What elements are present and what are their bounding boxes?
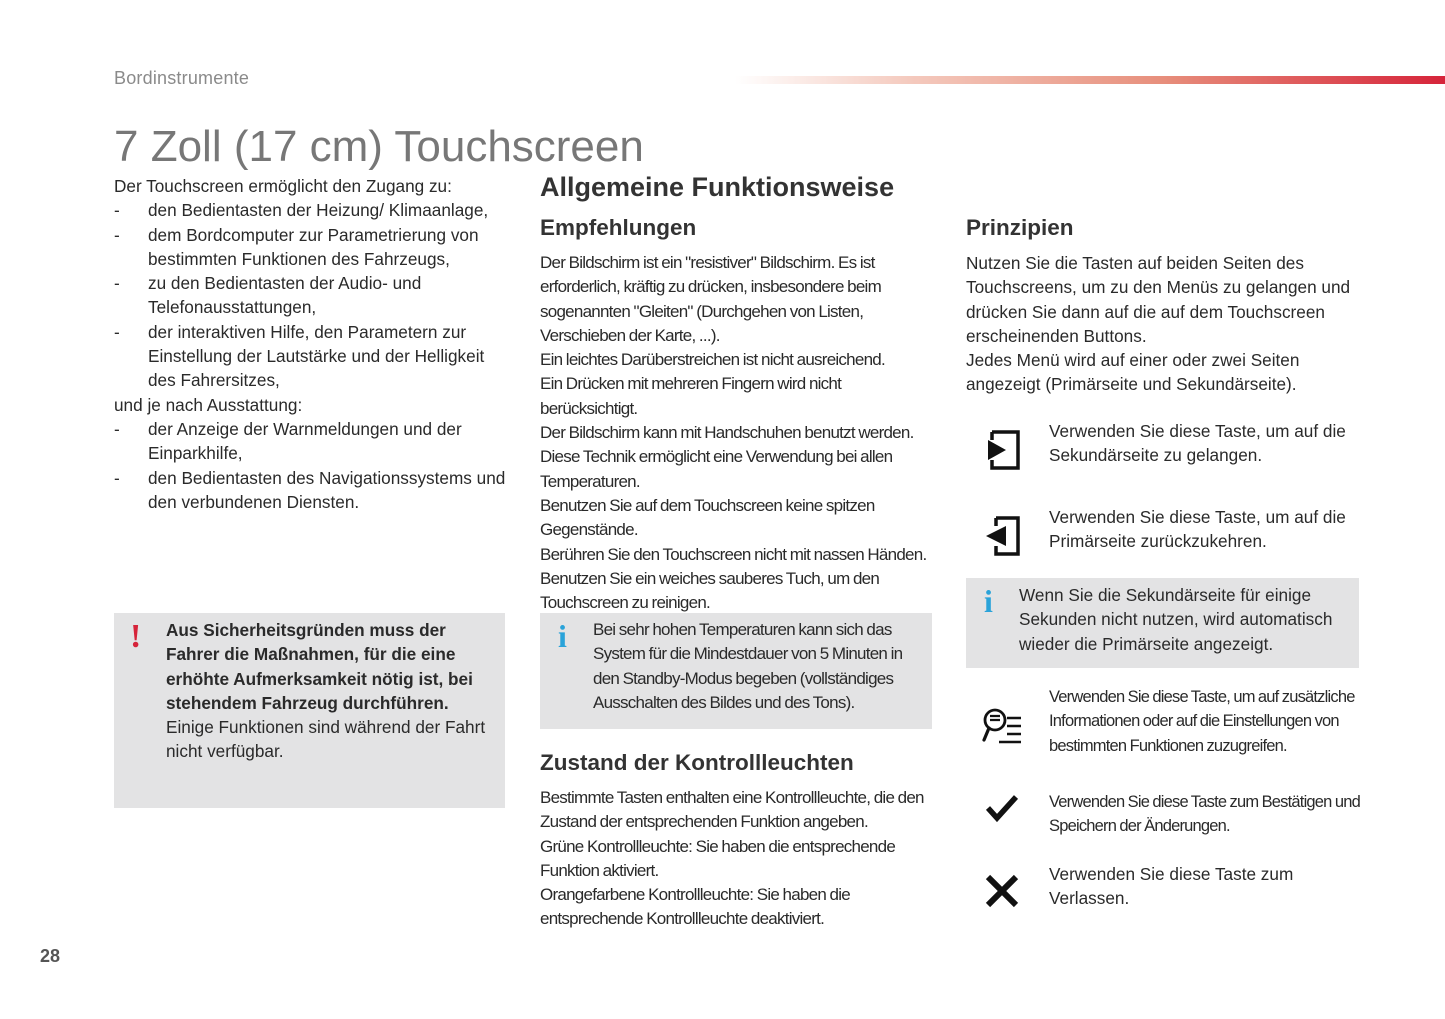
temperature-note-text: Bei sehr hohen Temperaturen kann sich das System für die Mindestdauer von 5 Minuten in den Standby-Modus begeben (vollständiges Ausschalten des Bildes und des Tons).	[593, 620, 903, 712]
warning-note: Einige Funktionen sind während der Fahrt nicht verfügbar.	[166, 717, 486, 762]
list-item: - den Bedientasten der Heizung/ Klimaanlage,	[114, 198, 514, 222]
list-item: - der interaktiven Hilfe, den Parametern zur Einstellung der Lautstärke und der Helligkeit des Fahrersitzes,	[114, 320, 514, 393]
page-number: 28	[40, 946, 61, 966]
status-lights-title: Zustand der Kontrollleuchten	[540, 750, 854, 775]
warning-bold-text: Aus Sicherheitsgründen muss der Fahrer die Maßnahmen, für die eine erhöhte Aufmerksamkeit nötig ist, bei stehendem Fahrzeug durchführen.	[166, 620, 473, 713]
primary-page-text: Verwenden Sie diese Taste, um auf die Primärseite zurückzukehren.	[1049, 507, 1346, 552]
equipment-lead: und je nach Ausstattung:	[114, 394, 303, 415]
warning-text	[166, 618, 496, 764]
page-note-text: Wenn Sie die Sekundärseite für einige Sekunden nicht nutzen, wird automatisch wieder die Primärseite angezeigt.	[1019, 585, 1333, 654]
paragraph: Nutzen Sie die Tasten auf beiden Seiten des Touchscreens, um zu den Menüs zu gelangen und drücken Sie dann auf die auf dem Touchscreen erscheinenden Buttons.	[966, 253, 1351, 346]
settings-options-icon	[980, 703, 1024, 747]
recommendations-body	[540, 251, 935, 615]
intro-list	[114, 198, 514, 392]
header-accent-bar	[735, 76, 1445, 84]
paragraph: Der Bildschirm ist ein "resistiver" Bildschirm. Es ist erforderlich, kräftig zu drücken, insbesondere beim sogenannten "Gleiten" (Durchgehen von Listen, Verschieben der Karte, ...).	[540, 253, 881, 345]
intro-section	[114, 174, 514, 514]
close-text: Verwenden Sie diese Taste zum Verlassen.	[1049, 864, 1294, 909]
principles-title: Prinzipien	[966, 215, 1074, 240]
paragraph: Berühren Sie den Touchscreen nicht mit nassen Händen.	[540, 544, 927, 564]
status-lights-body	[540, 786, 935, 932]
recommendations-title: Empfehlungen	[540, 215, 697, 240]
exclamation-icon: !	[130, 618, 142, 655]
paragraph: Diese Technik ermöglicht eine Verwendung bei allen Temperaturen.	[540, 447, 893, 491]
info-icon: i	[558, 618, 567, 654]
paragraph: Benutzen Sie ein weiches sauberes Tuch, um den Touchscreen zu reinigen.	[540, 568, 880, 613]
info-icon: i	[984, 583, 993, 619]
settings-options-text: Verwenden Sie diese Taste, um auf zusätzliche Informationen oder auf die Einstellungen von bestimmten Funktionen zuzugreifen.	[1049, 688, 1355, 755]
paragraph: Bestimmte Tasten enthalten eine Kontrollleuchte, die den Zustand der entsprechenden Funktion angeben.	[540, 788, 924, 832]
principles-body	[966, 251, 1356, 397]
paragraph: Benutzen Sie auf dem Touchscreen keine spitzen Gegenstände.	[540, 495, 875, 540]
paragraph: Ein leichtes Darüberstreichen ist nicht ausreichend.	[540, 350, 885, 370]
checkmark-text: Verwenden Sie diese Taste zum Bestätigen und Speichern der Änderungen.	[1049, 793, 1360, 836]
paragraph: Jedes Menü wird auf einer oder zwei Seiten angezeigt (Primärseite und Sekundärseite).	[966, 350, 1300, 395]
page-title: 7 Zoll (17 cm) Touchscreen	[114, 122, 644, 171]
secondary-page-icon	[980, 428, 1024, 472]
paragraph: Der Bildschirm kann mit Handschuhen benutzt werden.	[540, 423, 914, 443]
list-item: - den Bedientasten des Navigationssystems und den verbundenen Diensten.	[114, 466, 514, 515]
primary-page-icon	[980, 514, 1024, 558]
close-icon	[980, 869, 1024, 913]
paragraph: Orangefarbene Kontrollleuchte: Sie haben die entsprechende Kontrollleuchte deaktiviert.	[540, 885, 850, 929]
list-item: - dem Bordcomputer zur Parametrierung von bestimmten Funktionen des Fahrzeugs,	[114, 223, 514, 272]
list-item: - der Anzeige der Warnmeldungen und der Einparkhilfe,	[114, 417, 514, 466]
paragraph: Grüne Kontrollleuchte: Sie haben die entsprechende Funktion aktiviert.	[540, 836, 896, 880]
intro-lead: Der Touchscreen ermöglicht den Zugang zu:	[114, 176, 452, 196]
list-item: - zu den Bedientasten der Audio- und Telefonausstattungen,	[114, 271, 514, 320]
equipment-list	[114, 417, 514, 514]
checkmark-icon	[980, 786, 1024, 830]
paragraph: Ein Drücken mit mehreren Fingern wird nicht berücksichtigt.	[540, 374, 842, 418]
general-title: Allgemeine Funktionsweise	[540, 172, 895, 202]
secondary-page-text: Verwenden Sie diese Taste, um auf die Sekundärseite zu gelangen.	[1049, 421, 1346, 466]
section-label: Bordinstrumente	[114, 68, 250, 88]
